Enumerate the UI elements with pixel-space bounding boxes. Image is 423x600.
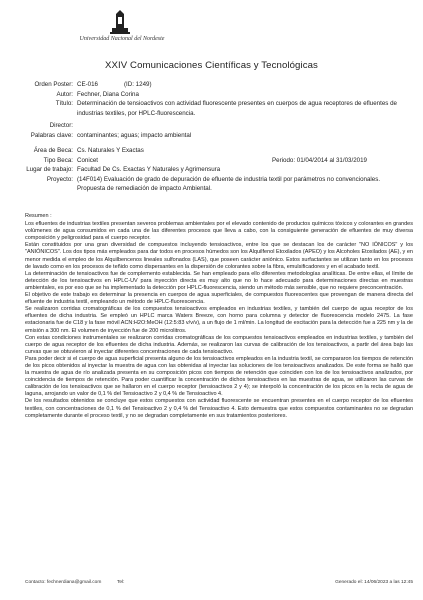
orden-label: Orden Poster: [34,81,73,88]
tipo-label: Tipo Beca: [43,156,73,164]
area-row [0,146,423,156]
periodo-value: Periodo: 01/04/2014 al 31/03/2019 [272,156,367,164]
orden-row [0,80,423,90]
palabras-value: contaminantes; aguas; impacto ambiental [77,131,192,139]
congress-title: XXIV Comunicaciones Científicas y Tecnológicas [105,60,318,71]
palabras-label: Palabras clave: [30,131,73,139]
palabras-row [0,131,423,141]
titulo-row [0,99,423,121]
director-row [0,121,423,131]
proyecto-label: Proyecto: [46,175,73,183]
lugar-row [0,165,423,175]
poster-metadata [0,80,423,193]
abstract-title: Resumen : [25,213,52,219]
contact-email: Contacto: fechnerdiana@gmail.com [25,580,102,585]
tipo-value: Conicet [77,156,98,164]
proyecto-value: (14F014) Evaluación de grado de depuración de efluente de industria textil por parámetros no convencionales. Propuesta de remediación de impacto Ambiental. [77,175,381,192]
abstract-text: Los efluentes de industrias textiles presentan severos problemas ambientales por el elevado contenido de productos químicos tóxicos y colorantes en grandes volúmenes de agua consumidos en cada una de las diferentes procesos que lleva a cabo, con la consiguiente generación de efluentes de muy diversa composición y peligrosidad para el cuerpo receptor. Están constituidos por una gran diversidad de compuestos incluyendo tensioactivos, entre los que se destacan los de carácter "NO IÓNICOS" y los "ANIÓNICOS". Los dos tipos más empleados para dar todos en procesos húmedos son los Alquilfenol Etoxilados (APEO) y los Alcoholes Etoxilados (AE), y en menor medida el empleo de los Alquilbencenos lineales sulfonados (LAS), que poseen carácter aniónico. Estos surfactantes se utilizan tanto en los procesos de lavado como en los procesos de teñido como dispersantes en la dispersión de colorantes sobre la fibra, emulsificadores y en el acabado textil. La determinación de tensioactivos fue de complemento establecida. Se han empleado para ello diferentes metodologías analíticas. De entre ellas, el límite de detección de los tensioactivos en HPLC-UV para inyección directa es muy alto que no lo hace adecuado para determinaciones directas en muestras ambientales, es por eso que se ha implementado la detección por HPLC-fluorescencia, siendo un método más sensible, que no requiere preconcentración. El objetivo de este trabajo es determinar la presencia en cuerpos de agua superficiales, de compuestos fluorescentes que provengan de manera directa del efluente de industria textil, empleando un método de HPLC-fluorescencia. Se realizaron corridas cromatográficas de los compuestos tensioactivos empleados en industrias textiles, y también del cuerpo de agua receptor de los efluentes de dicha industria. Se empleó un HPLC marca Waters Breeze, con horno para columna y detector de fluorescencia modelo 2475. La fase estacionaria fue de C18 y la fase móvil ACN:H2O:MeOH (12:5:83 v/v/v), a un flujo de 1 ml/min. La longitud de excitación para la detección fue a 225 nm y la de emisión a 300 nm. El volumen de inyección fue de 200 microlitros. Con estas condiciones instrumentales se realizaron corridas cromatográficas de los compuestos tensioactivos empleados en industrias textiles, y también del cuerpo de agua receptor de los efluentes de dicha industria. Además, se realizaron las curvas de calibración de los tensioactivos, a partir del área bajo las curvas que se obtuvieron al inyectar diferentes concentraciones de cada tensioactivo. Para poder decir si el cuerpo de agua superficial presenta alguno de los tensioactivos empleados en la industria textil, se compararon los tiempos de retención de los picos obtenidos al inyectar la muestra de agua con las obtenidas al inyectar las soluciones de los tensioactivos analizados. De este forma se halló que la muestra de agua de río analizada presenta en su composición picos con tiempos de retención que coinciden con los de los tensioactivos analizados, por coincidencia de tiempos de retención. Para poder cuantificar la concentración de dichos tensioactivos en las muestras de agua, se utilizaron las curvas de calibración de los tensioactivos que se hallaron en el cuerpo receptor (tensioactivos 2 y 4); se interpoló la concentración de los picos en la recta de agua de laguna, arrojando un valor de 0,1 % del Tensioactivo 2 y 0,4 % de Tensioactivo 4. De los resultados obtenidos se concluye que estos compuestos con actividad fluorescente se encuentran presentes en el cuerpo receptor de los efluentes textiles, con concentraciones de 0,1 % del Tensioactivo 2 y 0,4 % del Tensioactivo 4. Esto demuestra que estos compuestos contaminantes no se degradan completamente durante el proceso textil, y no se degradan completamente en sus tratamientos posteriores. [25,221,413,419]
autor-label: Autor: [56,90,73,98]
abstract-section [25,213,413,420]
director-label: Director: [49,122,73,129]
tipo-row [0,156,423,166]
contact-tel: Tel: [117,580,125,585]
area-value: Cs. Naturales Y Exactas [77,147,144,154]
autor-value: Fechner, Diana Corina [77,90,139,98]
orden-code: (ID: 1249) [124,81,152,88]
area-label: Área de Beca: [33,147,73,154]
titulo-label: Título: [55,100,73,107]
proyecto-row [0,175,423,193]
autor-row [0,90,423,100]
university-name: Universidad Nacional del Nordeste [79,36,165,42]
generated-timestamp: Generado el: 14/06/2023 a las 12:45 [335,580,413,585]
titulo-value: Determinación de tensioactivos con actividad fluorescente presentes en cuerpos de agua receptores de efluentes de industrias textiles, por HPLC-fluorescencia. [77,100,397,117]
lugar-label: Lugar de trabajo: [26,166,73,173]
lugar-value: Facultad De Cs. Exactas Y Naturales y Agrimensura [77,166,221,173]
orden-value: CE-016 [77,81,98,88]
university-logo [90,8,150,38]
